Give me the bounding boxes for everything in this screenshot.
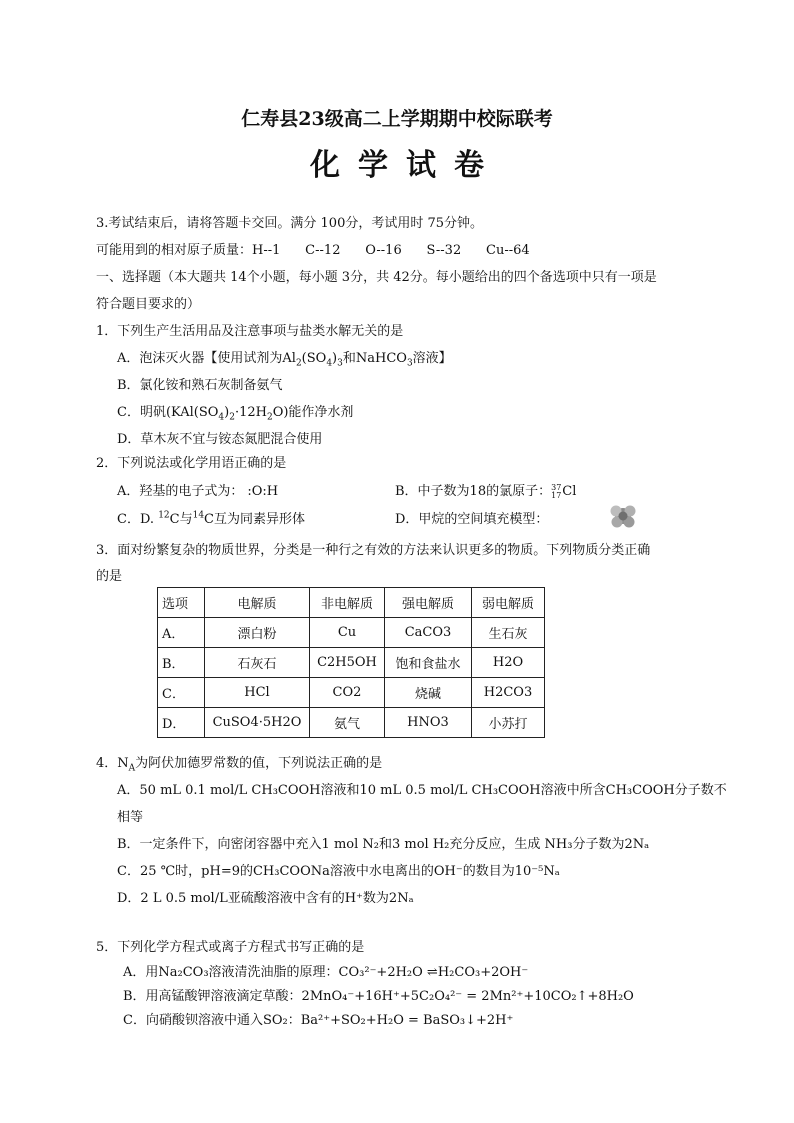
table-cell: CaCO3 (385, 618, 472, 648)
q1-stem: 1．下列生产生活用品及注意事项与盐类水解无关的是 (96, 324, 404, 339)
table-row (158, 678, 545, 708)
header-weak-electrolyte: 弱电解质 (472, 588, 545, 618)
table-cell: C． (158, 678, 205, 708)
table-row (158, 648, 545, 678)
table-cell: A． (158, 618, 205, 648)
table-header-row (158, 588, 545, 618)
table-cell: Cu (310, 618, 385, 648)
table-cell: B． (158, 648, 205, 678)
q2-option-b: B．中子数为18的氯原子： 37 17 Cl (395, 482, 577, 500)
q4-option-d: D．2 L 0.5 mol/L亚硫酸溶液中含有的H⁺数为2Nₐ (117, 891, 414, 906)
q4-option-a: A．50 mL 0.1 mol/L CH₃COOH溶液和10 mL 0.5 mol/L CH₃COOH溶液中所含CH₃COOH分子数不 (117, 783, 727, 798)
q2-option-a: A．羟基的电子式为： :O:H (117, 484, 279, 499)
table-row (158, 708, 545, 738)
table-cell: 石灰石 (205, 648, 310, 678)
table-cell: C2H5OH (310, 648, 385, 678)
table-cell: 生石灰 (472, 618, 545, 648)
table-cell: HCl (205, 678, 310, 708)
q4-option-c: C．25 ℃时，pH=9的CH₃COONa溶液中水电离出的OH⁻的数目为10⁻⁵Nₐ (117, 864, 560, 879)
section-heading-cont: 符合题目要求的） (96, 297, 201, 312)
q4-option-b: B．一定条件下，向密闭容器中充入1 mol N₂和3 mol H₂充分反应，生成 NH₃分子数为2Nₐ (117, 837, 650, 852)
table-cell: 烧碱 (385, 678, 472, 708)
q3-stem-cont: 的是 (96, 569, 123, 584)
exam-title: 仁寿县23级高二上学期期中校际联考 (241, 108, 553, 130)
table-cell: D． (158, 708, 205, 738)
q2-stem: 2．下列说法或化学用语正确的是 (96, 456, 287, 471)
table-cell: CO2 (310, 678, 385, 708)
atomic-masses: 可能用到的相对原子质量：H--1 C--12 O--16 S--32 Cu--64 (96, 243, 530, 258)
q5-stem: 5．下列化学方程式或离子方程式书写正确的是 (96, 940, 365, 955)
q3-stem: 3．面对纷繁复杂的物质世界，分类是一种行之有效的方法来认识更多的物质。下列物质分类正确 (96, 543, 651, 558)
q4-option-a-cont: 相等 (117, 810, 144, 825)
q1-option-a: A．泡沫灭火器【使用试剂为$Al_2(SO_4)_3$和NaHCO$_3$溶液】 (117, 351, 452, 369)
methane-space-filling-model (608, 503, 638, 529)
q5-option-a: A．用Na₂CO₃溶液清洗油脂的原理：CO₃²⁻+2H₂O ⇌H₂CO₃+2OH⁻ (123, 965, 529, 980)
header-electrolyte: 电解质 (205, 588, 310, 618)
q1-option-d: D．草木灰不宜与铵态氮肥混合使用 (117, 432, 323, 447)
q5-option-b: B．用高锰酸钾溶液滴定草酸：2MnO₄⁻+16H⁺+5C₂O₄²⁻ = 2Mn²⁺+10CO₂↑+8H₂O (123, 989, 634, 1004)
table-cell: H2O (472, 648, 545, 678)
classification-table (157, 587, 545, 738)
header-option: 选项 (158, 588, 205, 618)
q1-option-c: C．明矾$(KAl(SO_4)_2\cdot 12H_2O)$能作净水剂 (117, 405, 354, 423)
table-cell: CuSO4·5H2O (205, 708, 310, 738)
table-cell: 饱和食盐水 (385, 648, 472, 678)
header-strong-electrolyte: 强电解质 (385, 588, 472, 618)
table-cell: HNO3 (385, 708, 472, 738)
q1-option-b: B．氯化铵和熟石灰制备氨气 (117, 378, 283, 393)
q2-option-d: D．甲烷的空间填充模型： (395, 512, 549, 527)
table-row (158, 618, 545, 648)
q5-option-c: C．向硝酸钡溶液中通入SO₂：Ba²⁺+SO₂+H₂O = BaSO₃↓+2H⁺ (123, 1013, 514, 1028)
q2-option-c: C．D. $^{12}$C与$^{14}$C互为同素异形体 (117, 510, 305, 527)
q4-stem: 4．$N_A$为阿伏加德罗常数的值，下列说法正确的是 (96, 756, 383, 774)
table-cell: H2CO3 (472, 678, 545, 708)
table-cell: 小苏打 (472, 708, 545, 738)
subject-title: 化学试卷 (310, 148, 502, 183)
header-non-electrolyte: 非电解质 (310, 588, 385, 618)
section-heading: 一、选择题（本大题共 14个小题，每小题 3分，共 42分。每小题给出的四个备选项中只有一项是 (96, 270, 657, 285)
table-cell: 氨气 (310, 708, 385, 738)
hydroxyl-lewis-formula: :O:H (247, 484, 279, 499)
note-3: 3.考试结束后，请将答题卡交回。满分 100分，考试用时 75分钟。 (96, 216, 484, 231)
table-cell: 漂白粉 (205, 618, 310, 648)
